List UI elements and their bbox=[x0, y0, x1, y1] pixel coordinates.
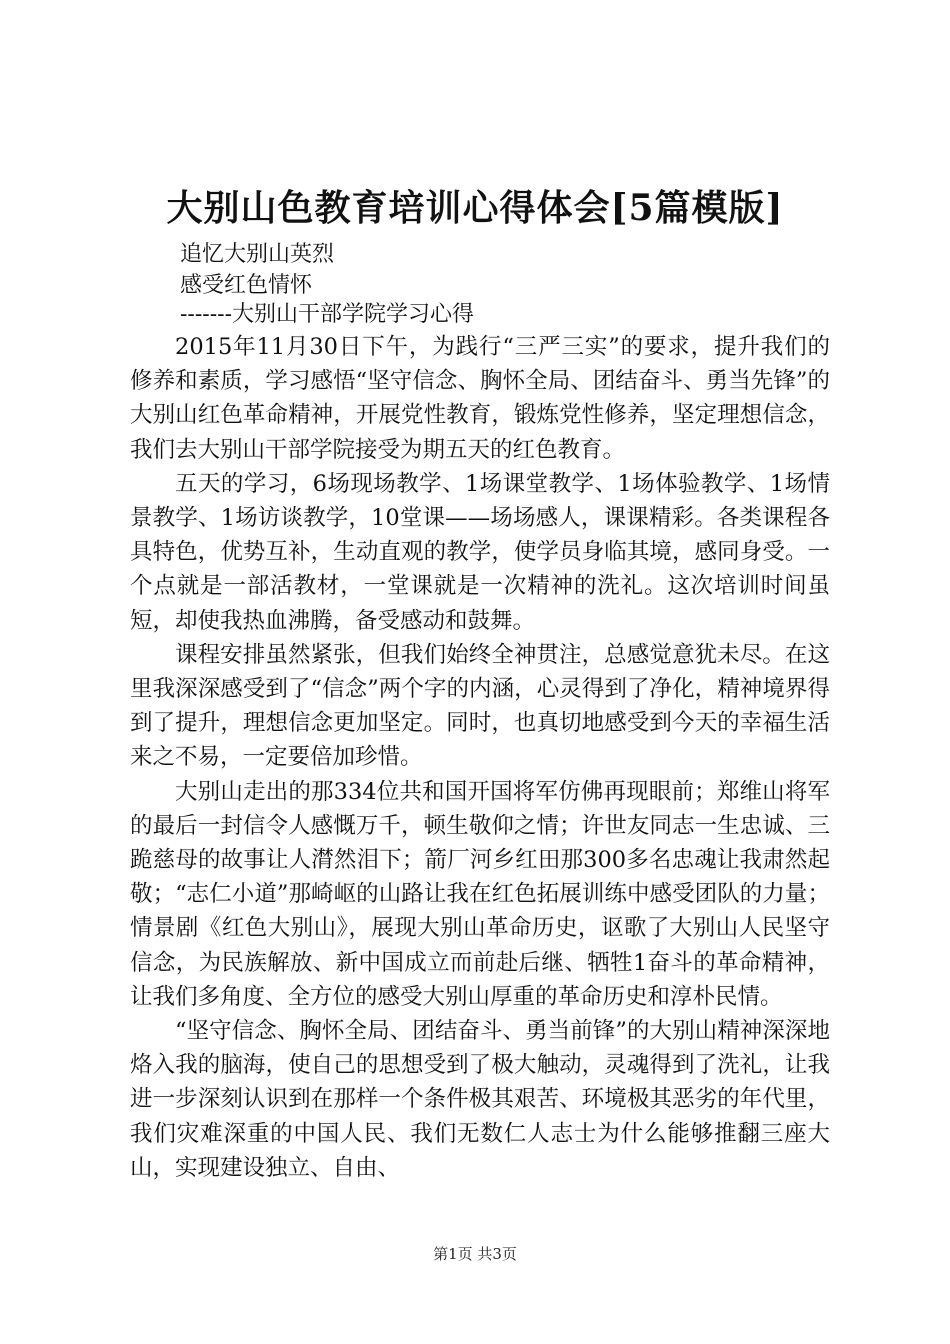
document-body bbox=[130, 330, 830, 1185]
subtitle-line: 感受红色情怀 bbox=[180, 273, 313, 298]
body-paragraph: 五天的学习，6场现场教学、1场课堂教学、1场体验教学、1场情景教学、1场访谈教学，10堂课——场场感人，课课精彩。各类课程各具特色，优势互补，生动直观的教学，使学员身临其境，感同身受。一个点就是一部活教材，一堂课就是一次精神的洗礼。这次培训时间虽短，却使我热血沸腾，备受感动和鼓舞。 bbox=[130, 470, 830, 634]
body-paragraph: 课程安排虽然紧张，但我们始终全神贯注，总感觉意犹未尽。在这里我深深感受到了“信念”两个字的内涵，心灵得到了净化，精神境界得到了提升，理想信念更加坚定。同时，也真切地感受到今天的幸福生活来之不易，一定要倍加珍惜。 bbox=[130, 641, 830, 771]
subtitle-line: -------大别山干部学院学习心得 bbox=[180, 302, 475, 327]
document-title: 大别山色教育培训心得体会[5篇模版] bbox=[166, 187, 784, 229]
body-paragraph: 大别山走出的那334位共和国开国将军仿佛再现眼前；郑维山将军的最后一封信令人感慨万千，顿生敬仰之情；许世友同志一生忠诚、三跪慈母的故事让人潸然泪下；箭厂河乡红田那300多名忠魂让我肃然起敬；“志仁小道”那崎岖的山路让我在红色拓展训练中感受团队的力量；情景剧《红色大别山》，展现大别山革命历史，讴歌了大别山人民坚守信念，为民族解放、新中国成立而前赴后继、牺牲1奋斗的革命精神，让我们多角度、全方位的感受大别山厚重的革命历史和淳朴民情。 bbox=[130, 778, 830, 1010]
body-paragraph: “坚守信念、胸怀全局、团结奋斗、勇当前锋”的大别山精神深深地烙入我的脑海，使自己的思想受到了极大触动，灵魂得到了洗礼，让我进一步深刻认识到在那样一个条件极其艰苦、环境极其恶劣的年代里，我们灾难深重的中国人民、我们无数仁人志士为什么能够推翻三座大山，实现建设独立、自由、 bbox=[130, 1018, 830, 1181]
subtitle-line: 追忆大别山英烈 bbox=[180, 242, 335, 267]
page-number-footer: 第1页 共3页 bbox=[433, 1245, 517, 1263]
body-paragraph: 2015年11月30日下午，为践行“三严三实”的要求，提升我们的修养和素质，学习感悟“坚守信念、胸怀全局、团结奋斗、勇当先锋”的大别山红色革命精神，开展党性教育，锻炼党性修养，坚定理想信念，我们去大别山干部学院接受为期五天的红色教育。 bbox=[130, 334, 830, 463]
